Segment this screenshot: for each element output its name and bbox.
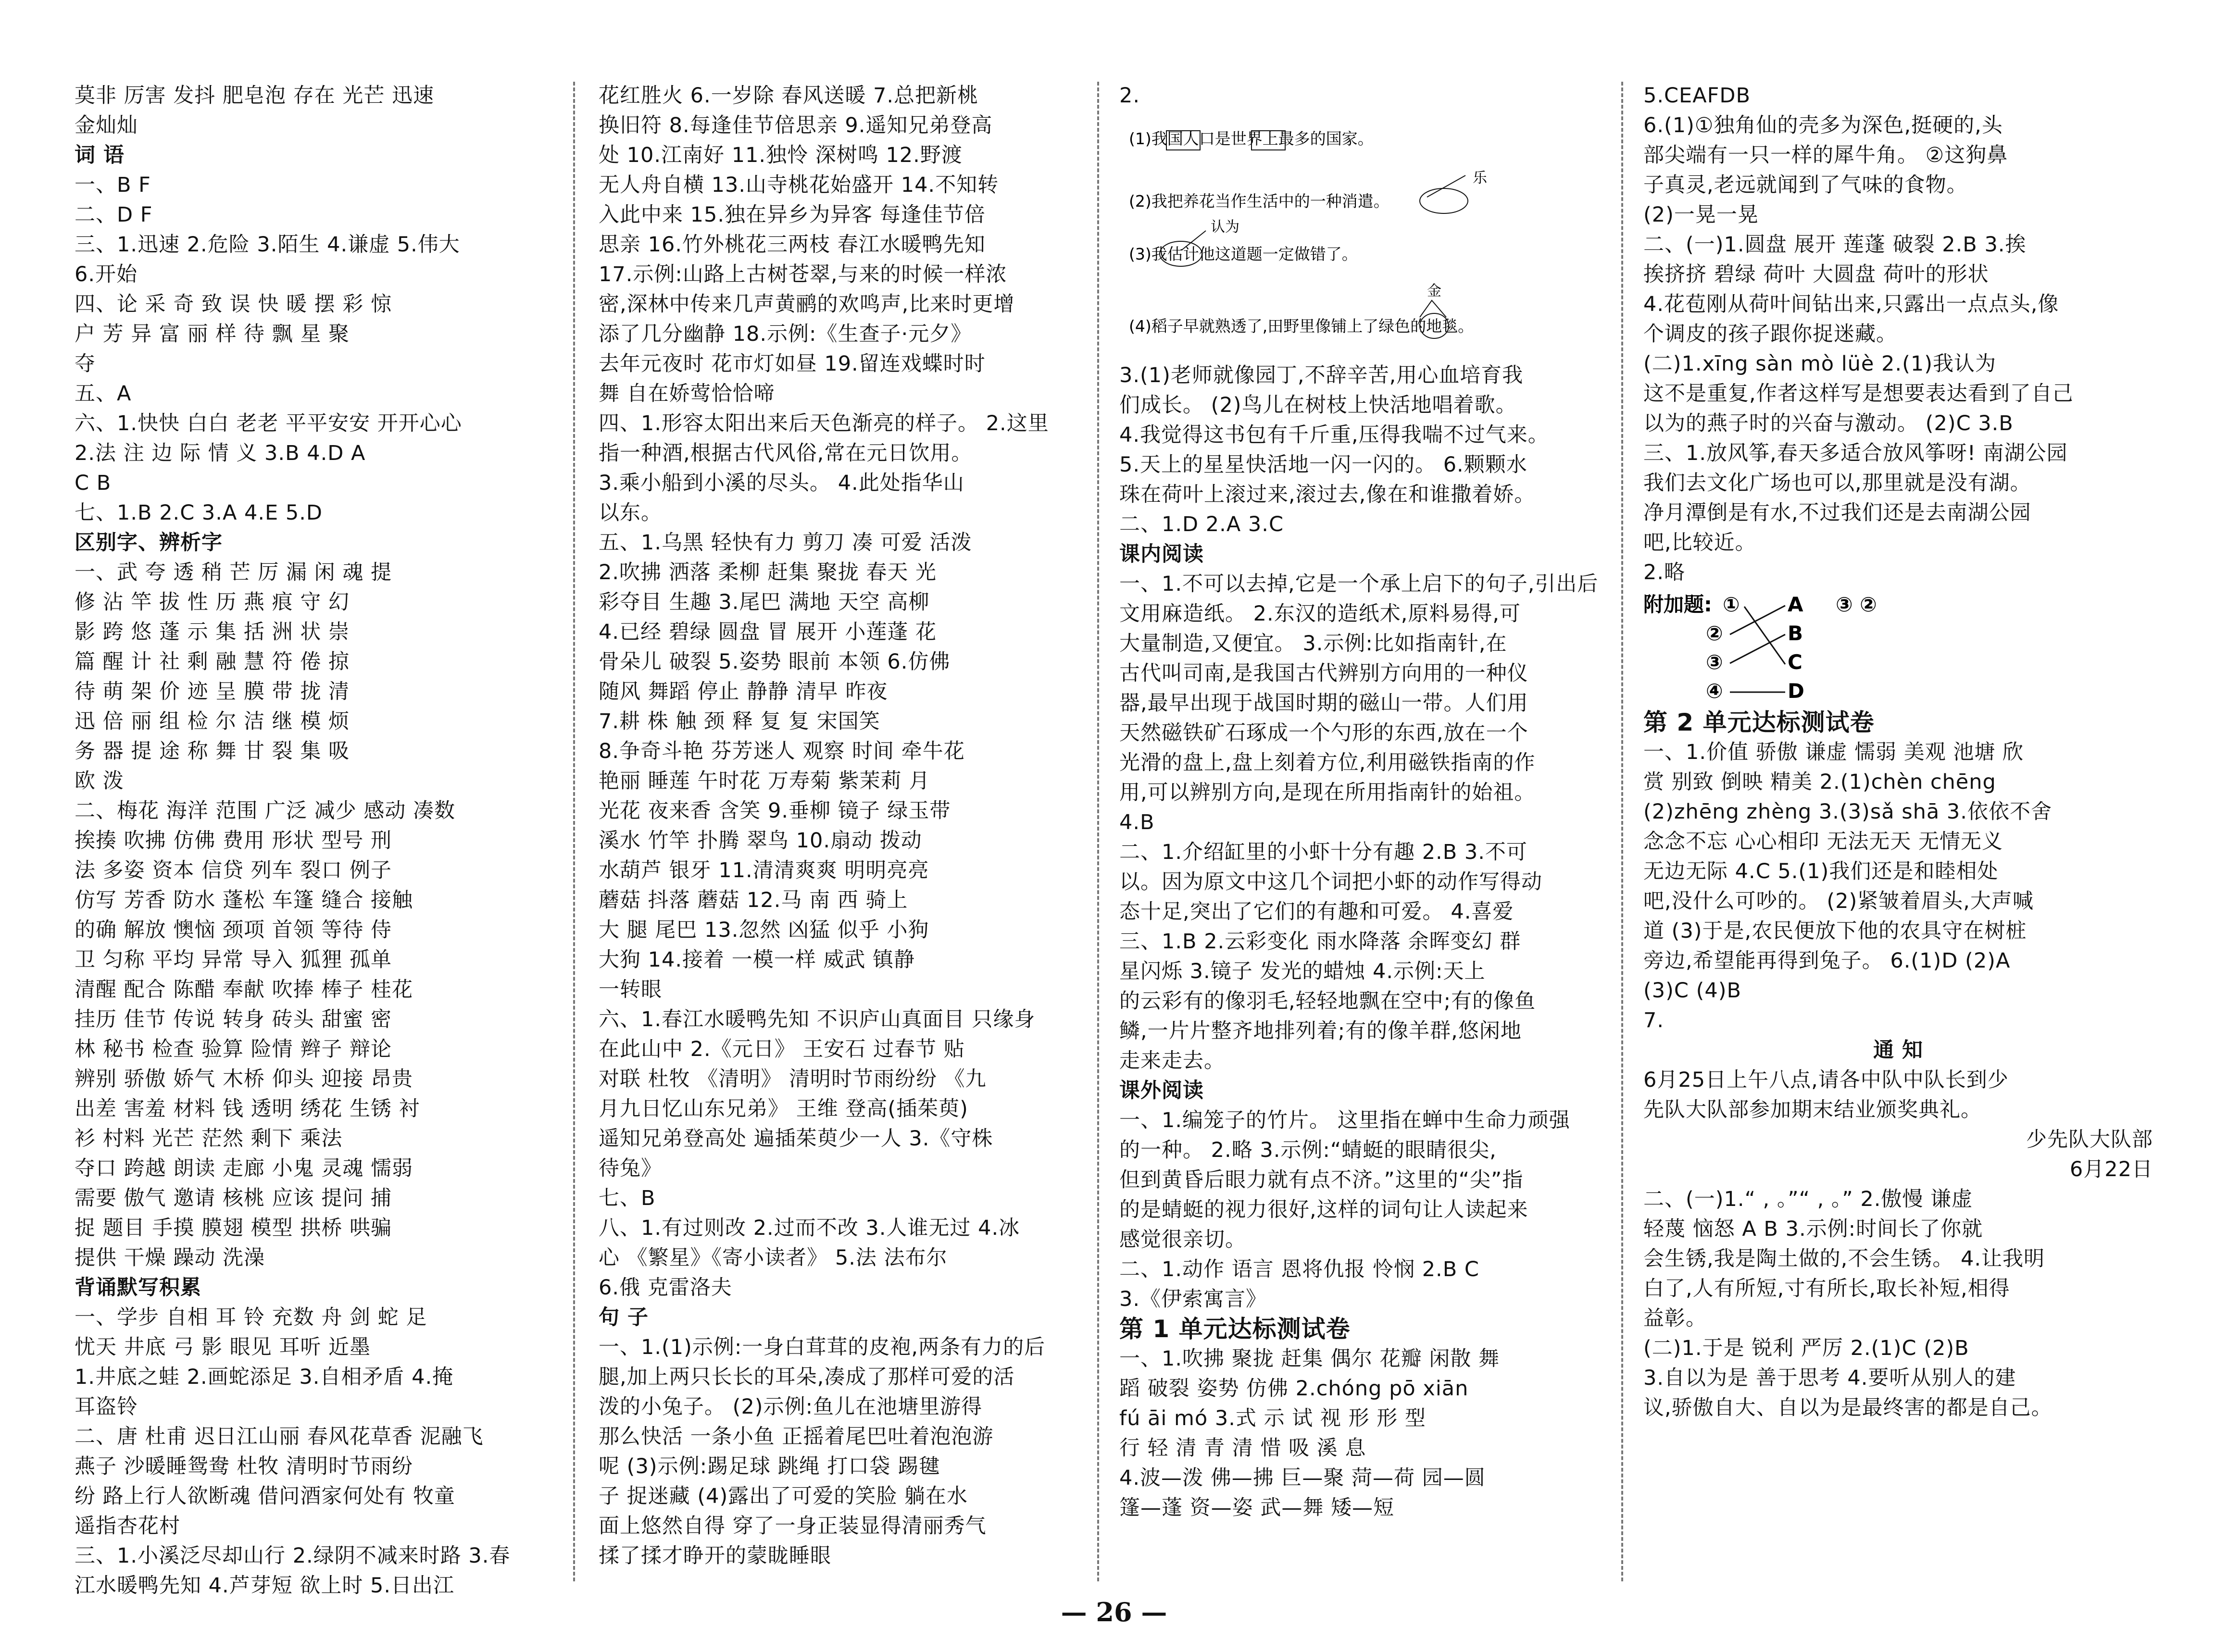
fig-note-4: 金 xyxy=(1427,283,1441,299)
text-line: 三、1.迅速 2.危险 3.陌生 4.谦虚 5.伟大 xyxy=(75,233,460,257)
text-line: 4.花苞刚从荷叶间钻出来,只露出一点点头,像 xyxy=(1643,292,2059,316)
text-line: 四、1.形容太阳出来后天色渐亮的样子。 2.这里 xyxy=(599,411,1049,435)
text-line: 4.我觉得这书包有千斤重,压得我喘不过气来。 xyxy=(1119,423,1549,447)
text-line: 第 2 单元达标测试卷 xyxy=(1643,708,1875,736)
column-divider-1 xyxy=(573,82,575,1581)
extra-right-a: A xyxy=(1788,593,1803,616)
text-line: (二)1.xīng sàn mò lüè 2.(1)我认为 xyxy=(1643,352,1996,376)
text-line: 2.吹拂 洒落 柔柳 赶集 聚拢 春天 光 xyxy=(599,560,937,584)
text-line: 3.乘小船到小溪的尽头。 4.此处指华山 xyxy=(599,471,964,495)
text-line: (2)一晃一晃 xyxy=(1643,203,1759,227)
text-line: 清醒 配合 陈醋 奉献 吹捧 棒子 桂花 xyxy=(75,978,413,1002)
text-line: 二、(一)1.“ , 。”“ , 。” 2.傲慢 谦虚 xyxy=(1643,1187,1973,1211)
text-line: 三、1.B 2.云彩变化 雨水降落 余晖变幻 群 xyxy=(1119,930,1521,954)
text-line: 白了,人有所短,寸有所长,取长补短,相得 xyxy=(1643,1277,2010,1301)
text-line: 欧 泼 xyxy=(75,769,124,793)
text-line: 子真灵,老远就闻到了气味的食物。 xyxy=(1643,173,1968,197)
text-line: 议,骄傲自大、自以为是最终害的都是自己。 xyxy=(1643,1396,2053,1420)
column-divider-3 xyxy=(1621,82,1623,1581)
text-line: 挨揍 吹拂 仿佛 费用 形状 型号 刑 xyxy=(75,829,392,853)
extra-right-b: B xyxy=(1788,621,1803,645)
text-line: 3.(1)老师就像园丁,不辞辛苦,用心血培育我 xyxy=(1119,363,1524,387)
text-line: 户 芳 异 富 丽 样 待 飘 星 聚 xyxy=(75,322,350,346)
text-line: 旁边,希望能再得到兔子。 6.(1)D (2)A xyxy=(1643,949,2011,973)
text-line: 净月潭倒是有水,不过我们还是去南湖公园 xyxy=(1643,501,2031,525)
text-line: 篇 醒 计 社 剩 融 慧 符 倦 掠 xyxy=(75,650,350,674)
text-line: 4.已经 碧绿 圆盘 冒 展开 小莲蓬 花 xyxy=(599,620,937,644)
text-line: C B xyxy=(75,471,112,495)
text-line: 课内阅读 xyxy=(1119,542,1204,566)
extra-right-d: D xyxy=(1788,679,1804,703)
extra-left-2: ② xyxy=(1706,621,1723,645)
text-line: 课外阅读 xyxy=(1119,1079,1204,1103)
text-line: 鳞,一片片整齐地排列着;有的像羊群,悠闲地 xyxy=(1119,1019,1522,1043)
text-line: 指一种酒,根据古代风俗,常在元日饮用。 xyxy=(599,441,973,465)
fig-arrow-2 xyxy=(1427,175,1465,197)
text-line: (2)zhēng zhèng 3.(3)sǎ shā 3.依依不舍 xyxy=(1643,800,2052,824)
text-line: 走来走去。 xyxy=(1119,1049,1225,1073)
text-line: 一、1.吹拂 聚拢 赶集 偶尔 花瓣 闲散 舞 xyxy=(1119,1347,1500,1371)
text-line: 星闪烁 3.镜子 发光的蜡烛 4.示例:天上 xyxy=(1119,959,1486,983)
text-line: 换旧符 8.每逢佳节倍思亲 9.遥知兄弟登高 xyxy=(599,113,993,137)
text-line: 益彰。 xyxy=(1643,1306,1707,1330)
text-line: 4.B xyxy=(1119,810,1155,834)
extra-left-4: ④ xyxy=(1706,679,1723,703)
text-line: 5.天上的星星快活地一闪一闪的。 6.颗颗水 xyxy=(1119,453,1527,477)
notice-body-1: 6月25日上午八点,请各中队中队长到少 xyxy=(1643,1068,2009,1092)
text-line: 6.(1)①独角仙的壳多为深色,挺硬的,头 xyxy=(1643,113,2003,137)
text-line: 大狗 14.接着 一模一样 威武 镇静 xyxy=(599,948,915,972)
text-line: 3.《伊索寓言》 xyxy=(1119,1287,1267,1311)
text-line: 思亲 16.竹外桃花三两枝 春江水暖鸭先知 xyxy=(599,233,986,257)
text-line: 大 腿 尾巴 13.忽然 凶猛 似乎 小狗 xyxy=(599,918,929,942)
text-line: 溪水 竹竿 扑腾 翠鸟 10.扇动 拨动 xyxy=(599,829,922,853)
text-line: 金灿灿 xyxy=(75,113,138,137)
text-line: 句 子 xyxy=(599,1305,649,1329)
text-line: 第 1 单元达标测试卷 xyxy=(1119,1315,1351,1343)
text-line: 随风 舞蹈 停止 静静 清早 昨夜 xyxy=(599,680,888,704)
text-line: 需要 傲气 邀请 核桃 应该 提问 捕 xyxy=(75,1186,392,1210)
text-line: 遥指杏花村 xyxy=(75,1514,180,1538)
text-line: 彩夺目 生趣 3.尾巴 满地 天空 高柳 xyxy=(599,590,930,614)
text-line: 一、1.不可以去掉,它是一个承上启下的句子,引出后 xyxy=(1119,572,1599,596)
text-line: 处 10.江南好 11.独怜 深树鸣 12.野渡 xyxy=(599,143,963,167)
extra-answers: ③ ② xyxy=(1836,593,1877,616)
text-line: 蹈 破裂 姿势 仿佛 2.chóng pō xiān xyxy=(1119,1377,1469,1401)
text-line: 赏 别致 倒映 精美 2.(1)chèn chēng xyxy=(1643,770,1996,794)
notice-title: 通 知 xyxy=(1873,1038,1923,1062)
text-line: 月九日忆山东兄弟》 王维 登高(插茱萸) xyxy=(599,1097,968,1121)
text-line: 二、1.D 2.A 3.C xyxy=(1119,512,1284,536)
text-line: 莫非 厉害 发抖 肥皂泡 存在 光芒 迅速 xyxy=(75,84,435,108)
text-line: (3)C (4)B xyxy=(1643,979,1742,1003)
text-line: 二、梅花 海洋 范围 广泛 减少 感动 凑数 xyxy=(75,799,456,823)
fig-sentence-4: (4)稻子早就熟透了,田野里像铺上了绿色的地毯。 xyxy=(1129,317,1474,335)
text-line: 八、1.有过则改 2.过而不改 3.人谁无过 4.冰 xyxy=(599,1216,1020,1240)
fig-sentence-3: (3)我估计他这道题一定做错了。 xyxy=(1129,245,1358,263)
text-line: 7.耕 株 触 颈 释 复 复 宋国笑 xyxy=(599,709,880,733)
text-line: 区别字、辨析字 xyxy=(75,531,223,555)
text-line: 夺口 跨越 朗读 走廊 小鬼 灵魂 懦弱 xyxy=(75,1156,413,1180)
text-line: 的是蜻蜓的视力很好,这样的词句让人读起来 xyxy=(1119,1198,1528,1222)
fig-sentence-1: (1)我国人口是世界上最多的国家。 xyxy=(1129,129,1374,148)
text-line: 道 (3)于是,农民便放下他的农具守在树桩 xyxy=(1643,919,2027,943)
text-line: 子 捉迷藏 (4)露出了可爱的笑脸 躺在水 xyxy=(599,1484,968,1508)
text-line: 一、武 夸 透 稍 芒 厉 漏 闲 魂 提 xyxy=(75,560,392,584)
page-number: — 26 — xyxy=(1061,1597,1167,1627)
extra-right-c: C xyxy=(1788,650,1802,674)
text-line: 夺 xyxy=(75,352,96,376)
text-line: 面上悠然自得 穿了一身正装显得清丽秀气 xyxy=(599,1514,987,1538)
text-line: 但到黄昏后眼力就有点不济。”这里的“尖”指 xyxy=(1119,1168,1524,1192)
text-line: 揉了揉才睁开的蒙眬睡眼 xyxy=(599,1544,831,1568)
text-line: 这不是重复,作者这样写是想要表达看到了自己 xyxy=(1643,382,2074,406)
text-line: 法 多姿 资本 信贷 列车 裂口 例子 xyxy=(75,858,392,882)
text-line: 二、唐 杜甫 迟日江山丽 春风花草香 泥融飞 xyxy=(75,1425,484,1449)
circle-word-2 xyxy=(1420,188,1468,213)
text-line: 那么快活 一条小鱼 正摇着尾巴吐着泡泡游 xyxy=(599,1425,994,1449)
text-line: fú āi mó 3.式 示 试 视 形 形 型 xyxy=(1119,1406,1426,1430)
text-line: 词 语 xyxy=(75,143,125,167)
text-line: 7. xyxy=(1643,1008,1665,1032)
text-line: 江水暖鸭先知 4.芦芽短 欲上时 5.日出江 xyxy=(75,1574,455,1598)
text-line: 腿,加上两只长长的耳朵,凑成了那样可爱的活 xyxy=(599,1365,1015,1389)
text-line: 个调皮的孩子跟你捉迷藏。 xyxy=(1643,322,1897,346)
text-line: 密,深林中传来几声黄鹂的欢鸣声,比来时更增 xyxy=(599,292,1015,316)
text-line: 提供 干燥 躁动 洗澡 xyxy=(75,1246,265,1270)
text-line: 4.波—泼 佛—拂 巨—聚 菏—荷 园—圆 xyxy=(1119,1466,1486,1490)
column-divider-2 xyxy=(1097,82,1099,1581)
text-line: 的云彩有的像羽毛,轻轻地飘在空中;有的像鱼 xyxy=(1119,989,1536,1013)
fig-note-2: 乐 xyxy=(1473,170,1487,186)
text-line: (二)1.于是 锐利 严厉 2.(1)C (2)B xyxy=(1643,1336,1969,1360)
text-line: 辨别 骄傲 娇气 木桥 仰头 迎接 昂贵 xyxy=(75,1067,413,1091)
match-line-1 xyxy=(1744,607,1785,664)
text-line: 篷—蓬 资—姿 武—舞 矮—短 xyxy=(1119,1496,1395,1520)
text-line: 1.井底之蛙 2.画蛇添足 3.自相矛盾 4.掩 xyxy=(75,1365,454,1389)
text-line: 舞 自在娇莺恰恰啼 xyxy=(599,382,775,406)
column-3 xyxy=(1119,81,1599,1523)
fig-note-3: 认为 xyxy=(1211,219,1239,236)
text-line: 2.略 xyxy=(1643,560,1686,584)
text-line: 三、1.放风筝,春天多适合放风筝呀! 南湖公园 xyxy=(1643,441,2068,465)
text-line: 影 跨 悠 蓬 示 集 括 洲 状 崇 xyxy=(75,620,350,644)
fig-caret-4 xyxy=(1420,300,1446,317)
text-line: 三、1.小溪泛尽却山行 2.绿阴不减来时路 3.春 xyxy=(75,1544,511,1568)
text-line: 以为的燕子时的兴奋与激动。 (2)C 3.B xyxy=(1643,411,2014,435)
extra-label: 附加题: xyxy=(1643,593,1712,616)
text-line: 大量制造,又便宜。 3.示例:比如指南针,在 xyxy=(1119,632,1507,656)
text-line: 二、D F xyxy=(75,203,153,227)
text-line: 待 萌 架 价 迹 呈 膜 带 拢 清 xyxy=(75,680,350,704)
text-line: 6.开始 xyxy=(75,262,138,286)
match-line-3 xyxy=(1730,634,1785,663)
text-line: 泼的小兔子。 (2)示例:鱼儿在池塘里游得 xyxy=(599,1395,983,1419)
text-line: 去年元夜时 花市灯如昼 19.留连戏蝶时时 xyxy=(599,352,986,376)
text-line: 文用麻造纸。 2.东汉的造纸术,原料易得,可 xyxy=(1119,602,1521,626)
text-line: 林 秘书 检查 验算 险情 辫子 辩论 xyxy=(75,1037,392,1061)
text-line: 二、(一)1.圆盘 展开 莲蓬 破裂 2.B 3.挨 xyxy=(1643,233,2027,257)
column-2 xyxy=(599,81,1075,1571)
notice-body-2: 先队大队部参加期末结业颁奖典礼。 xyxy=(1643,1098,1982,1122)
text-line: 一、1.(1)示例:一身白茸茸的皮袍,两条有力的后 xyxy=(599,1335,1046,1359)
text-line: 仿写 芳香 防水 蓬松 车篷 缝合 接触 xyxy=(75,888,413,912)
text-line: 无人舟自横 13.山寺桃花始盛开 14.不知转 xyxy=(599,173,999,197)
fig-sentence-2: (2)我把养花当作生活中的一种消遣。 xyxy=(1129,192,1389,211)
text-line: 务 器 提 途 称 舞 甘 裂 集 吸 xyxy=(75,739,350,763)
text-line: 七、1.B 2.C 3.A 4.E 5.D xyxy=(75,501,323,525)
text-line: 光花 夜来香 含笑 9.垂柳 镜子 绿玉带 xyxy=(599,799,951,823)
text-line: 五、1.乌黑 轻快有力 剪刀 凑 可爱 活泼 xyxy=(599,531,972,555)
text-line: 一、1.价值 骄傲 谦虚 懦弱 美观 池塘 欣 xyxy=(1643,740,2024,764)
text-line: 部尖端有一只一样的犀牛角。 ②这狗鼻 xyxy=(1643,143,2008,167)
text-line: 二、1.动作 语言 恩将仇报 怜悯 2.B C xyxy=(1119,1257,1479,1281)
text-line: 一转眼 xyxy=(599,978,662,1002)
text-line: 对联 杜牧 《清明》 清明时节雨纷纷 《九 xyxy=(599,1067,987,1091)
text-line: 的一种。 2.略 3.示例:“蜻蜓的眼睛很尖, xyxy=(1119,1138,1497,1162)
text-line: 挂历 佳节 传说 转身 砖头 甜蜜 密 xyxy=(75,1007,392,1031)
text-line: 五、A xyxy=(75,382,132,406)
text-line: 忧天 井底 弓 影 眼见 耳听 近墨 xyxy=(75,1335,371,1359)
text-line: 四、论 采 奇 致 误 快 暖 摆 彩 惊 xyxy=(75,292,392,316)
text-line: 17.示例:山路上古树苍翠,与来的时候一样浓 xyxy=(599,262,1007,286)
text-line: 6.俄 克雷洛夫 xyxy=(599,1276,732,1300)
text-line: 以东。 xyxy=(599,501,662,525)
text-line: 轻蔑 恼怒 A B 3.示例:时间长了你就 xyxy=(1643,1217,1983,1241)
text-line: 添了几分幽静 18.示例:《生查子·元夕》 xyxy=(599,322,972,346)
text-line: 8.争奇斗艳 芬芳迷人 观察 时间 牵牛花 xyxy=(599,739,965,763)
text-line: 无边无际 4.C 5.(1)我们还是和睦相处 xyxy=(1643,859,1999,883)
text-line: 器,最早出现于战国时期的磁山一带。人们用 xyxy=(1119,691,1528,715)
text-line: 待兔》 xyxy=(599,1156,662,1180)
text-line: 们成长。 (2)鸟儿在树枝上快活地唱着歌。 xyxy=(1119,393,1517,417)
notice-date: 6月22日 xyxy=(2069,1157,2153,1181)
text-line: 六、1.春江水暖鸭先知 不识庐山真面目 只缘身 xyxy=(599,1007,1036,1031)
text-line: 在此山中 2.《元日》 王安石 过春节 贴 xyxy=(599,1037,965,1061)
text-line: 背诵默写积累 xyxy=(75,1276,201,1300)
notice-sign: 少先队大队部 xyxy=(2026,1128,2153,1152)
text-line: 花红胜火 6.一岁除 春风送暖 7.总把新桃 xyxy=(599,84,979,108)
text-line: 出差 害羞 材料 钱 透明 绣花 生锈 衬 xyxy=(75,1097,420,1121)
text-line: 挨挤挤 碧绿 荷叶 大圆盘 荷叶的形状 xyxy=(1643,262,1989,286)
text-line: 2. xyxy=(1119,84,1140,108)
text-line: 遥知兄弟登高处 遍插茱萸少一人 3.《守株 xyxy=(599,1127,993,1151)
text-line: 以。因为原文中这几个词把小虾的动作写得动 xyxy=(1119,870,1542,894)
text-line: 耳盗铃 xyxy=(75,1395,138,1419)
text-line: 卫 匀称 平均 异常 导入 狐狸 孤单 xyxy=(75,948,392,972)
text-line: 迅 倍 丽 组 检 尔 洁 继 模 烦 xyxy=(75,709,350,733)
text-line: 5.CEAFDB xyxy=(1643,84,1751,108)
text-line: 2.法 注 边 际 情 义 3.B 4.D A xyxy=(75,441,366,465)
text-line: 一、学步 自相 耳 铃 充数 舟 剑 蛇 足 xyxy=(75,1305,427,1329)
text-line: 用,可以辨别方向,是现在所用指南针的始祖。 xyxy=(1119,781,1536,805)
text-line: 我们去文化广场也可以,那里就是没有湖。 xyxy=(1643,471,2031,495)
text-line: 燕子 沙暖睡鸳鸯 杜牧 清明时节雨纷 xyxy=(75,1454,413,1478)
text-line: 感觉很亲切。 xyxy=(1119,1228,1246,1252)
text-line: 行 轻 清 青 清 惜 吸 溪 息 xyxy=(1119,1436,1366,1460)
text-line: 会生锈,我是陶土做的,不会生锈。 4.让我明 xyxy=(1643,1247,2045,1271)
text-line: 入此中来 15.独在异乡为异客 每逢佳节倍 xyxy=(599,203,986,227)
extra-left-3: ③ xyxy=(1706,650,1723,674)
column-1 xyxy=(75,81,548,1601)
text-line: 二、1.介绍缸里的小虾十分有趣 2.B 3.不可 xyxy=(1119,840,1527,864)
text-line: 珠在荷叶上滚过来,滚过去,像在和谁撒着娇。 xyxy=(1119,483,1536,507)
text-line: 呢 (3)示例:踢足球 跳绳 打口袋 踢毽 xyxy=(599,1454,940,1478)
column-4 xyxy=(1643,81,2153,1423)
text-line: 修 沾 竿 拔 性 历 燕 痕 守 幻 xyxy=(75,590,350,614)
text-line: 蘑菇 抖落 蘑菇 12.马 南 西 骑上 xyxy=(599,888,908,912)
text-line: 态十足,突出了它们的有趣和可爱。 4.喜爱 xyxy=(1119,900,1514,924)
text-line: 念念不忘 心心相印 无法无天 无情无义 xyxy=(1643,830,2003,854)
text-line: 衫 村料 光芒 茫然 剩下 乘法 xyxy=(75,1127,343,1151)
sentence-correction-figure xyxy=(1119,111,1590,360)
text-line: 的确 解放 懊恼 颈项 首领 等待 侍 xyxy=(75,918,392,942)
text-line: 骨朵儿 破裂 5.姿势 眼前 本领 6.仿佛 xyxy=(599,650,951,674)
text-line: 水葫芦 银牙 11.清清爽爽 明明亮亮 xyxy=(599,858,929,882)
text-line: 一、1.编笼子的竹片。 这里指在蝉中生命力顽强 xyxy=(1119,1108,1570,1132)
text-line: 纷 路上行人欲断魂 借问酒家何处有 牧童 xyxy=(75,1484,456,1508)
text-line: 光滑的盘上,盘上刻着方位,利用磁铁指南的作 xyxy=(1119,751,1536,775)
text-line: 一、B F xyxy=(75,173,151,197)
text-line: 捉 题目 手摸 膜翅 模型 拱桥 哄骗 xyxy=(75,1216,392,1240)
extra-question-figure xyxy=(1643,587,2124,708)
text-line: 天然磁铁矿石琢成一个勺形的东西,放在一个 xyxy=(1119,721,1528,745)
text-line: 艳丽 睡莲 午时花 万寿菊 紫茉莉 月 xyxy=(599,769,930,793)
text-line: 吧,没什么可吵的。 (2)紧皱着眉头,大声喊 xyxy=(1643,889,2034,913)
text-line: 吧,比较近。 xyxy=(1643,531,1756,555)
text-line: 3.自以为是 善于思考 4.要听从别人的建 xyxy=(1643,1366,2016,1390)
extra-left-1: ① xyxy=(1723,593,1740,616)
text-line: 心 《繁星》《寄小读者》 5.法 法布尔 xyxy=(599,1246,948,1270)
text-line: 六、1.快快 白白 老老 平平安安 开开心心 xyxy=(75,411,462,435)
text-line: 古代叫司南,是我国古代辨别方向用的一种仪 xyxy=(1119,661,1528,685)
text-line: 七、B xyxy=(599,1186,656,1210)
